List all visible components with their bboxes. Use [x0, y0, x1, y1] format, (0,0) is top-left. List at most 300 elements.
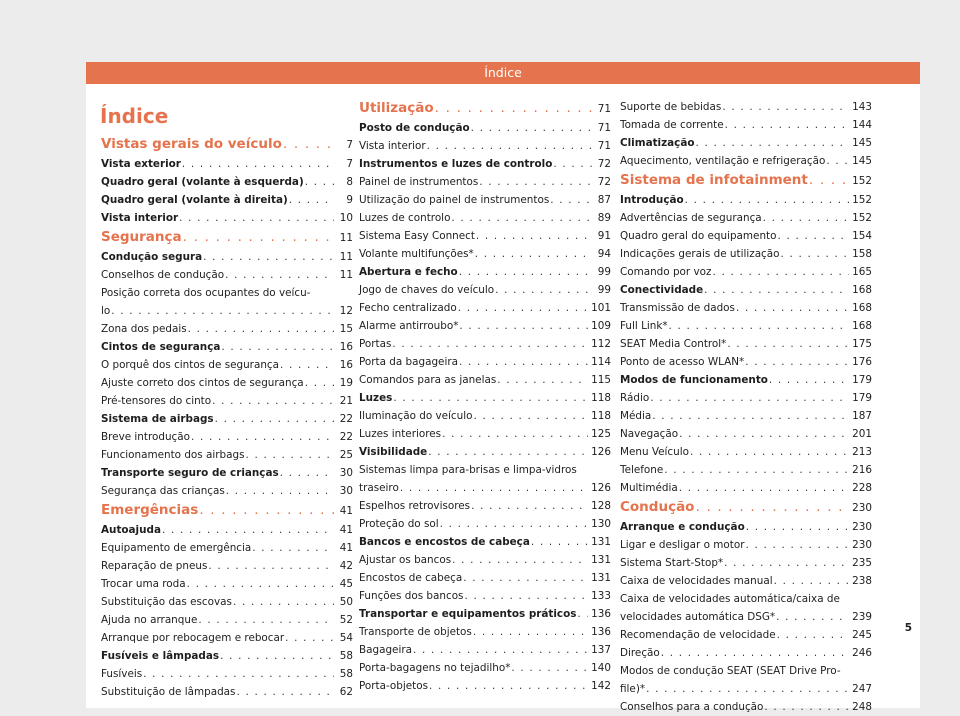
toc-entry-title: Recomendação de velocidade — [620, 629, 776, 641]
toc-page-number: 15 — [339, 323, 353, 335]
toc-entry[interactable] — [101, 209, 353, 227]
toc-entry-title: Portas — [359, 338, 392, 350]
toc-page-number: 131 — [591, 554, 611, 566]
toc-entry-title: Vista interior — [101, 212, 179, 224]
toc-entry[interactable] — [359, 479, 611, 497]
toc-entry-title: Climatização — [620, 137, 695, 149]
toc-entry-title: Vistas gerais do veículo — [101, 136, 282, 152]
toc-entry[interactable] — [620, 299, 872, 317]
toc-entry-title: Quadro geral do equipamento — [620, 230, 777, 242]
toc-entry-title: Fusíveis — [101, 668, 143, 680]
dot-leader — [745, 353, 849, 371]
toc-entry-title: Sistema Easy Connect — [359, 230, 475, 242]
toc-entry[interactable] — [359, 587, 611, 605]
toc-entry[interactable] — [359, 515, 611, 533]
toc-entry[interactable] — [359, 551, 611, 569]
toc-page-number: 239 — [852, 611, 872, 623]
toc-page-number: 131 — [591, 572, 611, 584]
toc-page-number: 168 — [852, 320, 872, 332]
toc-entry[interactable] — [359, 677, 611, 695]
toc-entry-title: Zona dos pedais — [101, 323, 187, 335]
toc-entry-title: Fusíveis e lâmpadas — [101, 650, 220, 662]
toc-entry-title: Iluminação do veículo — [359, 410, 473, 422]
toc-entry[interactable] — [620, 116, 872, 134]
toc-page-number: 228 — [852, 482, 872, 494]
toc-page-number: 58 — [339, 650, 353, 662]
toc-page-number: 145 — [852, 155, 872, 167]
toc-entry-title: Pré-tensores do cinto — [101, 395, 212, 407]
dot-leader — [776, 608, 849, 626]
toc-entry[interactable] — [101, 155, 353, 173]
toc-page-number: 99 — [597, 266, 611, 278]
dot-leader — [183, 227, 334, 248]
toc-entry-title: Modos de funcionamento — [620, 374, 768, 386]
toc-entry-title: Conselhos de condução — [101, 269, 225, 281]
dot-leader — [428, 443, 588, 461]
toc-entry[interactable] — [620, 245, 872, 263]
dot-leader — [305, 173, 334, 191]
toc-entry[interactable] — [101, 539, 353, 557]
toc-entry[interactable] — [101, 266, 353, 284]
dot-leader — [236, 683, 334, 701]
dot-leader — [763, 209, 850, 227]
toc-entry[interactable] — [359, 443, 611, 461]
dot-leader — [182, 155, 334, 173]
toc-entry-title: Navegação — [620, 428, 679, 440]
toc-entry[interactable] — [620, 626, 872, 644]
toc-entry[interactable] — [101, 320, 353, 338]
dot-leader — [459, 353, 588, 371]
dot-leader — [650, 389, 849, 407]
toc-page-number: 21 — [339, 395, 353, 407]
toc-page-number: 25 — [339, 449, 353, 461]
toc-entry[interactable] — [101, 665, 353, 683]
toc-section-heading[interactable] — [620, 497, 872, 518]
toc-section-heading[interactable] — [101, 227, 353, 248]
toc-entry-title: Luzes interiores — [359, 428, 442, 440]
toc-page-number: 126 — [591, 446, 611, 458]
dot-leader — [497, 371, 588, 389]
toc-entry-title: Proteção do sol — [359, 518, 439, 530]
toc-entry-title: Caixa de velocidades manual — [620, 575, 773, 587]
toc-entry[interactable] — [620, 518, 872, 536]
dot-leader — [685, 191, 850, 209]
toc-page-number: 142 — [591, 680, 611, 692]
toc-page-number: 125 — [591, 428, 611, 440]
toc-page-number: 168 — [852, 284, 872, 296]
toc-section-heading[interactable] — [620, 170, 872, 191]
toc-entry[interactable] — [359, 281, 611, 299]
toc-entry[interactable] — [359, 605, 611, 623]
toc-entry-title: Comandos para as janelas — [359, 374, 497, 386]
dot-leader — [442, 425, 588, 443]
toc-page-number: 128 — [591, 500, 611, 512]
toc-page-number: 137 — [591, 644, 611, 656]
toc-entry[interactable] — [359, 641, 611, 659]
toc-entry[interactable] — [101, 410, 353, 428]
toc-entry-title: Fecho centralizado — [359, 302, 457, 314]
toc-entry[interactable] — [359, 623, 611, 641]
toc-entry[interactable] — [359, 533, 611, 551]
toc-entry[interactable] — [101, 191, 353, 209]
toc-entry[interactable] — [620, 572, 872, 590]
toc-entry-title: Luzes — [359, 392, 393, 404]
toc-entry-title: Comando por voz — [620, 266, 712, 278]
dot-leader — [769, 371, 849, 389]
toc-entry[interactable] — [359, 407, 611, 425]
toc-entry-title: Tomada de corrente — [620, 119, 724, 131]
toc-entry[interactable] — [359, 317, 611, 335]
toc-entry-title: Ligar e desligar o motor — [620, 539, 745, 551]
toc-page-number: 230 — [852, 502, 872, 514]
dot-leader — [746, 518, 849, 536]
toc-entry[interactable] — [101, 392, 353, 410]
toc-entry-title: Quadro geral (volante à esquerda) — [101, 176, 304, 188]
toc-entry[interactable] — [620, 680, 872, 698]
dot-leader — [208, 557, 334, 575]
toc-entry-title: Aquecimento, ventilação e refrigeração — [620, 155, 826, 167]
dot-leader — [215, 410, 334, 428]
toc-page-number: 72 — [597, 176, 611, 188]
toc-page-number: 72 — [597, 158, 611, 170]
toc-entry[interactable] — [620, 335, 872, 353]
dot-leader — [289, 191, 334, 209]
toc-entry[interactable] — [359, 497, 611, 515]
toc-entry[interactable] — [620, 353, 872, 371]
toc-entry[interactable] — [101, 629, 353, 647]
toc-entry-title: file)* — [620, 683, 646, 695]
toc-entry-title: Substituição das escovas — [101, 596, 232, 608]
toc-entry[interactable] — [359, 353, 611, 371]
toc-page-number: 11 — [339, 232, 353, 244]
toc-page-number: 30 — [339, 485, 353, 497]
dot-leader — [696, 134, 850, 152]
toc-page-number: 230 — [852, 539, 872, 551]
dot-leader — [305, 374, 334, 392]
toc-entry[interactable] — [620, 425, 872, 443]
dot-leader — [826, 152, 849, 170]
toc-entry-title: velocidades automática DSG* — [620, 611, 776, 623]
toc-entry-title: Vista exterior — [101, 158, 181, 170]
toc-page-number: 136 — [591, 608, 611, 620]
toc-entry[interactable] — [359, 389, 611, 407]
toc-page-number: 45 — [339, 578, 353, 590]
dot-leader — [400, 479, 588, 497]
toc-page-number: 12 — [339, 305, 353, 317]
toc-entry-title: Porta-bagagens no tejadilho* — [359, 662, 511, 674]
toc-entry[interactable] — [101, 611, 353, 629]
toc-page-number: 109 — [591, 320, 611, 332]
toc-entry[interactable] — [359, 263, 611, 281]
toc-entry-title: Advertências de segurança — [620, 212, 762, 224]
toc-entry[interactable] — [620, 389, 872, 407]
toc-entry[interactable] — [359, 245, 611, 263]
dot-leader — [464, 587, 588, 605]
toc-entry-title: Transportar e equipamentos práticos — [359, 608, 577, 620]
toc-entry-title: SEAT Media Control* — [620, 338, 727, 350]
dot-leader — [283, 134, 334, 155]
toc-entry[interactable] — [101, 338, 353, 356]
dot-leader — [712, 263, 849, 281]
dot-leader — [252, 539, 334, 557]
toc-entry[interactable] — [101, 464, 353, 482]
toc-page-number: 22 — [339, 413, 353, 425]
toc-entry-title: Conselhos para a condução — [620, 701, 764, 713]
toc-entry[interactable] — [101, 446, 353, 464]
dot-leader — [280, 356, 334, 374]
toc-page-number: 133 — [591, 590, 611, 602]
dot-leader — [221, 338, 334, 356]
toc-page-number: 136 — [591, 626, 611, 638]
dot-leader — [774, 572, 850, 590]
page-header-bar — [86, 62, 920, 84]
toc-page-number: 52 — [339, 614, 353, 626]
toc-entry-title: Emergências — [101, 502, 199, 518]
toc-page-number: 168 — [852, 302, 872, 314]
toc-entry-title: Ponto de acesso WLAN* — [620, 356, 745, 368]
toc-page-number: 11 — [339, 251, 353, 263]
toc-page-number: 144 — [852, 119, 872, 131]
toc-entry[interactable] — [359, 371, 611, 389]
dot-leader — [704, 281, 849, 299]
toc-entry[interactable] — [620, 98, 872, 116]
toc-page-number: 152 — [852, 175, 872, 187]
toc-entry-title: Funcionamento dos airbags — [101, 449, 245, 461]
dot-leader — [143, 665, 334, 683]
toc-page-number: 235 — [852, 557, 872, 569]
dot-leader — [440, 515, 589, 533]
toc-entry-title: Suporte de bebidas — [620, 101, 722, 113]
dot-leader — [809, 170, 849, 191]
toc-entry[interactable] — [620, 608, 872, 626]
toc-entry-title: Ajuda no arranque — [101, 614, 198, 626]
toc-entry-title: Ajuste correto dos cintos de segurança — [101, 377, 304, 389]
dot-leader — [664, 461, 849, 479]
toc-page-number: 42 — [339, 560, 353, 572]
toc-entry[interactable] — [359, 209, 611, 227]
toc-list — [359, 98, 611, 695]
toc-entry[interactable] — [101, 173, 353, 191]
page-number: 5 — [904, 622, 912, 634]
toc-entry[interactable] — [359, 659, 611, 677]
toc-page-number: 7 — [346, 158, 353, 170]
toc-entry-title: Breve introdução — [101, 431, 190, 443]
toc-section-heading[interactable] — [101, 500, 353, 521]
toc-entry[interactable] — [101, 302, 353, 320]
dot-leader — [511, 659, 588, 677]
toc-entry-title: Luzes de controlo — [359, 212, 451, 224]
toc-page-number: 114 — [591, 356, 611, 368]
toc-entry[interactable] — [620, 644, 872, 662]
dot-leader — [531, 533, 588, 551]
toc-entry[interactable] — [359, 119, 611, 137]
toc-entry[interactable] — [359, 173, 611, 191]
dot-leader — [471, 119, 592, 137]
toc-entry[interactable] — [101, 557, 353, 575]
index-title: Índice — [100, 104, 169, 128]
dot-leader — [553, 155, 592, 173]
dot-leader — [679, 479, 849, 497]
toc-page-number: 152 — [852, 212, 872, 224]
toc-entry[interactable] — [101, 482, 353, 500]
toc-entry[interactable] — [620, 227, 872, 245]
toc-entry-title: Equipamento de emergência — [101, 542, 252, 554]
toc-entry[interactable] — [101, 428, 353, 446]
toc-page-number: 131 — [591, 536, 611, 548]
dot-leader — [550, 191, 592, 209]
toc-entry[interactable] — [359, 137, 611, 155]
toc-section-heading[interactable] — [359, 98, 611, 119]
toc-entry[interactable] — [620, 407, 872, 425]
toc-section-heading[interactable] — [101, 134, 353, 155]
toc-entry[interactable] — [620, 698, 872, 716]
toc-page-number: 94 — [597, 248, 611, 260]
toc-entry-text: Modos de condução SEAT (SEAT Drive Pro- — [620, 665, 841, 677]
toc-entry[interactable] — [620, 152, 872, 170]
dot-leader — [690, 443, 849, 461]
toc-entry-title: Jogo de chaves do veículo — [359, 284, 495, 296]
toc-page-number: 154 — [852, 230, 872, 242]
dot-leader — [435, 98, 592, 119]
toc-page-number: 30 — [339, 467, 353, 479]
toc-page-number: 152 — [852, 194, 872, 206]
toc-entry-title: Utilização — [359, 100, 434, 116]
toc-entry-title: Multimédia — [620, 482, 678, 494]
toc-entry-title: Utilização do painel de instrumentos — [359, 194, 550, 206]
dot-leader — [191, 428, 334, 446]
toc-page-number: 11 — [339, 269, 353, 281]
toc-page-number: 16 — [339, 341, 353, 353]
dot-leader — [393, 389, 588, 407]
dot-leader — [479, 173, 592, 191]
toc-page-number: 89 — [597, 212, 611, 224]
toc-entry-title: Quadro geral (volante à direita) — [101, 194, 288, 206]
toc-entry[interactable] — [620, 461, 872, 479]
toc-entry[interactable] — [620, 134, 872, 152]
toc-entry-title: Rádio — [620, 392, 650, 404]
toc-entry[interactable] — [359, 155, 611, 173]
toc-entry[interactable] — [101, 647, 353, 665]
toc-entry-title: Painel de instrumentos — [359, 176, 479, 188]
toc-entry-title: Condução segura — [101, 251, 203, 263]
toc-entry-text: Sistemas limpa para-brisas e limpa-vidros — [359, 464, 577, 476]
toc-page-number: 91 — [597, 230, 611, 242]
toc-entry-title: Posto de condução — [359, 122, 470, 134]
toc-list — [620, 98, 872, 716]
dot-leader — [280, 464, 334, 482]
toc-entry[interactable] — [359, 191, 611, 209]
dot-leader — [727, 335, 849, 353]
toc-entry[interactable] — [359, 425, 611, 443]
toc-entry-title: Indicações gerais de utilização — [620, 248, 780, 260]
toc-entry[interactable] — [359, 335, 611, 353]
toc-entry-title: Alarme antirroubo* — [359, 320, 459, 332]
toc-entry[interactable] — [101, 374, 353, 392]
toc-entry[interactable] — [101, 683, 353, 701]
toc-entry[interactable] — [620, 263, 872, 281]
toc-page-number: 10 — [339, 212, 353, 224]
toc-page-number: 8 — [346, 176, 353, 188]
toc-entry[interactable] — [101, 521, 353, 539]
toc-entry-title: Transmissão de dados — [620, 302, 735, 314]
toc-entry[interactable] — [620, 554, 872, 572]
toc-entry-title: Telefone — [620, 464, 664, 476]
dot-leader — [226, 482, 334, 500]
toc-page-number: 245 — [852, 629, 872, 641]
toc-page-number: 50 — [339, 596, 353, 608]
dot-leader — [198, 611, 334, 629]
dot-leader — [429, 677, 588, 695]
toc-entry-title: O porquê dos cintos de segurança — [101, 359, 279, 371]
toc-entry-title: Segurança das crianças — [101, 485, 225, 497]
toc-entry[interactable] — [359, 227, 611, 245]
toc-entry[interactable] — [359, 569, 611, 587]
toc-entry[interactable] — [620, 209, 872, 227]
dot-leader — [669, 317, 850, 335]
toc-entry-title: Arranque por rebocagem e rebocar — [101, 632, 285, 644]
toc-page-number: 54 — [339, 632, 353, 644]
toc-entry[interactable] — [620, 479, 872, 497]
dot-leader — [233, 593, 334, 611]
toc-entry-title: Abertura e fecho — [359, 266, 458, 278]
dot-leader — [661, 644, 849, 662]
toc-page-number: 7 — [346, 139, 353, 151]
toc-entry-title: traseiro — [359, 482, 399, 494]
toc-entry-title: Direção — [620, 647, 660, 659]
toc-page-number: 58 — [339, 668, 353, 680]
toc-entry[interactable] — [101, 356, 353, 374]
dot-leader — [473, 623, 588, 641]
toc-entry[interactable] — [101, 575, 353, 593]
dot-leader — [187, 575, 334, 593]
toc-entry-title: Média — [620, 410, 652, 422]
toc-entry[interactable] — [101, 248, 353, 266]
toc-entry-text: Posição correta dos ocupantes do veícu- — [101, 287, 311, 299]
dot-leader — [495, 281, 592, 299]
toc-entry[interactable] — [620, 371, 872, 389]
toc-entry-title: Substituição de lâmpadas — [101, 686, 236, 698]
toc-entry[interactable] — [620, 317, 872, 335]
toc-page-number: 101 — [591, 302, 611, 314]
toc-page-number: 99 — [597, 284, 611, 296]
toc-entry[interactable] — [620, 281, 872, 299]
toc-entry[interactable] — [620, 191, 872, 209]
toc-page-number: 16 — [339, 359, 353, 371]
toc-entry[interactable] — [620, 536, 872, 554]
toc-page-number: 140 — [591, 662, 611, 674]
toc-entry-title: Cintos de segurança — [101, 341, 221, 353]
dot-leader — [577, 605, 588, 623]
toc-page-number: 22 — [339, 431, 353, 443]
page-header-title: Índice — [484, 65, 522, 80]
toc-entry-title: Funções dos bancos — [359, 590, 464, 602]
toc-entry-title: Reparação de pneus — [101, 560, 208, 572]
toc-page-number: 201 — [852, 428, 872, 440]
toc-page-number: 158 — [852, 248, 872, 260]
toc-entry-title: Condução — [620, 499, 695, 515]
dot-leader — [652, 407, 849, 425]
toc-entry-title: Porta-objetos — [359, 680, 428, 692]
toc-entry[interactable] — [359, 299, 611, 317]
toc-page-number: 176 — [852, 356, 872, 368]
toc-entry-title: Full Link* — [620, 320, 668, 332]
toc-page-number: 118 — [591, 410, 611, 422]
dot-leader — [111, 302, 334, 320]
toc-entry[interactable] — [620, 443, 872, 461]
toc-entry-title: Bagageira — [359, 644, 412, 656]
toc-entry[interactable] — [101, 593, 353, 611]
toc-page-number: 9 — [346, 194, 353, 206]
